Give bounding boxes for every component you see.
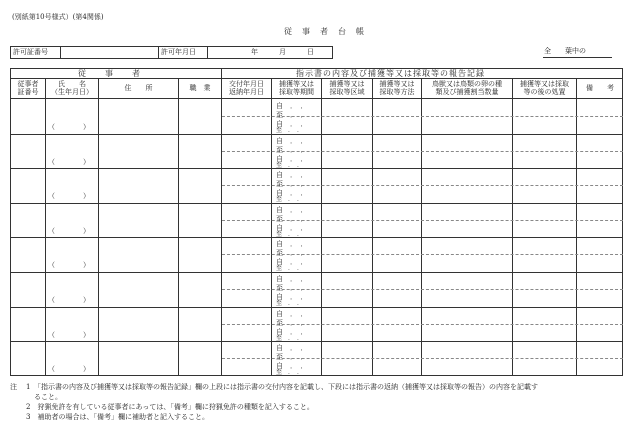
period-from: 自 ． ． [276,136,308,145]
period-to: 至 ． ． [276,249,308,258]
period-from: 自 ． ． [276,102,308,110]
permit-number-field[interactable] [62,47,156,58]
period-to: 至 ． ． [276,145,308,154]
period-from-return: 自 ． ． [276,189,308,198]
period-to-return: 至 ． ． [276,265,304,273]
period-to: 至 ． ． [276,180,308,189]
birthdate-paren: （ ） [48,123,90,131]
period-to-return: 至 ． ． [276,196,304,204]
col-header-regno: 従事者 証番号 [17,80,39,97]
period-to-return: 至 ． ． [276,334,304,342]
period-from: 自 ． ． [276,309,308,318]
period-from: 自 ． ． [276,275,308,283]
period-to: 至 ． ． [276,111,308,119]
period-from: 自 ． ． [276,240,308,249]
col-header-disposal: 捕獲等又は採取 等の後の処置 [520,80,569,97]
birthdate-paren: （ ） [48,330,90,339]
form-reference: (別紙第10号様式）(第4関係) [12,13,104,21]
period-to: 至 ． ． [276,284,308,292]
period-from-return: 自 ． ． [276,293,308,301]
sheet-count-label: 全 葉中の [544,47,586,55]
col-header-issue-date: 交付年月日 返納年月日 [229,80,264,97]
col-header-period: 捕獲等又は 採取等期間 [279,80,314,97]
period-from: 自 ． ． [276,205,308,214]
col-header-method: 捕獲等又は 採取等方法 [379,80,415,97]
page-title: 従 事 者 台 帳 [284,27,365,36]
birthdate-paren: （ ） [48,261,90,270]
period-from-return: 自 ． ． [276,258,308,267]
period-from-return: 自 ． ． [276,327,308,336]
period-to: 至 ． ． [276,353,308,362]
permit-date-label: 許可年月日 [161,48,196,56]
birthdate-paren: （ ） [48,192,90,201]
period-to-return: 至 ． ． [276,127,304,134]
period-from-return: 自 ． ． [276,362,308,371]
period-to-return: 至 ． ． [276,300,304,307]
period-to: 至 ． ． [276,318,308,327]
group-header-workers: 従 事 者 [78,69,141,78]
period-to-return: 至 ． ． [276,161,304,169]
permit-number-label: 許可証番号 [13,48,48,56]
notes-prefix: 注 [10,383,17,391]
birthdate-paren: （ ） [48,157,90,166]
period-to-return: 至 ． ． [276,230,304,238]
col-header-area: 捕獲等又は 採取等区域 [329,80,365,97]
period-to: 至 ． ． [276,214,308,223]
col-header-species: 鳥獣又は鳥類の卵の種 類及び捕獲割当数量 [432,80,502,97]
note-2: 2 狩猟免許を有している従事者にあっては、「備考」欄に狩猟免許の種類を記入すること。 [26,403,314,411]
permit-date-field[interactable]: 年 月 日 [251,48,314,56]
col-header-address: 住 所 [124,84,153,92]
birthdate-paren: （ ） [48,226,90,235]
period-from-return: 自 ． ． [276,154,308,163]
period-from: 自 ． ． [276,171,308,180]
group-header-records: 指示書の内容及び捕獲等又は採取等の報告記録 [296,69,485,78]
col-header-job: 職 業 [189,84,211,92]
period-from: 自 ． ． [276,344,308,353]
note-3: 3 補助者の場合は、「備考」欄に補助者と記入すること。 [26,413,209,421]
note-1: 1 「指示書の内容及び捕獲等又は採取等の報告記録」欄の上段には指示書の交付内容を記載し、下段には指示書の返納（捕獲等又は採取等の報告）の内容を記載す [26,383,538,391]
birthdate-paren: （ ） [48,365,90,374]
birthdate-paren: （ ） [48,296,90,304]
note-1-continued: ること。 [34,393,62,401]
period-from-return: 自 ． ． [276,120,308,128]
col-header-remarks: 備 考 [586,84,614,92]
col-header-name: 氏 名 （生年月日） [51,80,93,97]
period-from-return: 自 ． ． [276,223,308,232]
period-to-return: 至 ． ． [276,369,304,377]
